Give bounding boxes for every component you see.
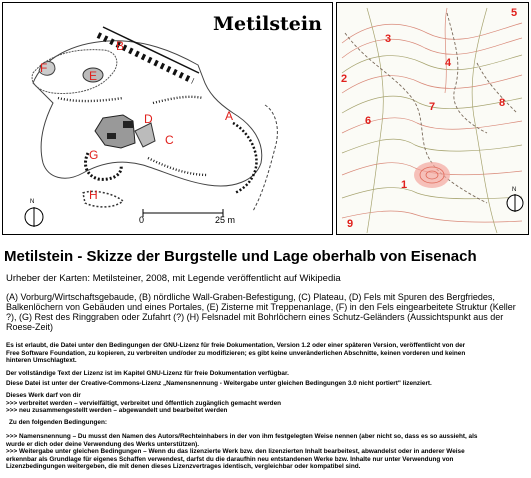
- north-label-left: N: [30, 199, 35, 205]
- gnu-full-text-note: Der vollständige Text der Lizenz ist im Kapitel GNU-Lizenz für freie Dokumentation verfügbar.: [6, 370, 289, 377]
- condition-line: Lizenzbedingungen weitergeben, die mit denen dieses Lizenzvertrages identisch, vergleichbar oder kompatibel sind.: [6, 463, 361, 471]
- map-label-h: H: [89, 188, 98, 202]
- castle-sketch-drawing: [3, 3, 333, 235]
- conditions-block: [6, 433, 528, 471]
- map-label-5: 5: [511, 7, 518, 19]
- sketch-building-d: [95, 115, 135, 148]
- condition-line: wurde er dich oder deine Verwendung des Werks unterstützen).: [6, 440, 200, 448]
- condition-line: >>> Weitergabe unter gleichen Bedingungen – Wenn du das lizenzierte Werk bzw. den lizenzierten Inhalt bearbeitest, abwandelst oder in anderer Weise: [6, 448, 465, 456]
- map-label-g: G: [89, 148, 99, 162]
- map-panels: [0, 0, 531, 238]
- document-heading: Metilstein - Skizze der Burgstelle und Lage oberhalb von Eisenach: [4, 248, 477, 265]
- map-label-2: 2: [341, 73, 348, 85]
- condition-line: erkennbar als Grundlage für eigenes Schaffen verwendest, darfst du die daraufhin neu entstandenen Werke bzw. Inhalte nur unter Verwendung von: [6, 455, 454, 463]
- map-label-7: 7: [429, 101, 436, 113]
- map-label-b: B: [116, 39, 125, 53]
- gnu-line: Free Software Foundation, zu kopieren, zu verbreiten und/oder zu modifizieren; es gibt keine unveränderlichen Abschnitte, keinen vorderen und keinen: [6, 349, 466, 357]
- map-title: Metilstein: [213, 13, 322, 35]
- map-label-4: 4: [445, 57, 452, 69]
- cc-license-note: Diese Datei ist unter der Creative-Commons-Lizenz „Namensnennung - Weitergabe unter gleichen Bedingungen 3.0 nicht portiert" lizenziert.: [6, 380, 432, 387]
- permissions-title: Dieses Werk darf von dir: [6, 392, 81, 399]
- map-credit: Urheber der Karten: Metilsteiner, 2008, mit Legende veröffentlicht auf Wikipedia: [6, 273, 341, 284]
- map-label-6: 6: [365, 115, 372, 127]
- map-label-f: F: [40, 61, 48, 75]
- scale-end-label: 25 m: [215, 215, 236, 225]
- map-label-d: D: [144, 112, 153, 126]
- scale-zero-label: 0: [139, 215, 145, 225]
- map-legend: (A) Vorburg/Wirtschaftsgebaude, (B) nördliche Wall-Graben-Befestigung, (C) Plateau, (D) Fels mit Spuren des Bergfriedes, Balkenlöchern von Gebäuden und eines Portales, (E) Zisterne mit Treppenanlage, (F) in den Fels eingearbeitete Struktur (Keller ?), (G) Rest des Ringgraben oder Zufahrt (?) (H) Felsnadel mit Bohrlöchern eines Schutz-Geländers (Aussichtspunkt aus der Roese-Zeit): [6, 292, 516, 332]
- condition-line: >>> Namensnennung – Du musst den Namen des Autors/Rechteinhabers in der von ihm festgelegten Weise nennen (aber nicht so, dass es so aussieht, als: [6, 433, 478, 440]
- map-label-3: 3: [385, 33, 392, 45]
- map-label-c: C: [165, 133, 174, 147]
- permissions-block: [6, 392, 528, 415]
- permission-item: >>> neu zusammengestellt werden – abgewandelt und bearbeitet werden: [6, 407, 228, 415]
- gnu-license-block: [6, 342, 528, 365]
- map-label-1: 1: [401, 179, 408, 191]
- conditions-title: Zu den folgenden Bedingungen:: [9, 419, 107, 426]
- north-label-right: N: [512, 187, 517, 193]
- map-label-8: 8: [499, 97, 506, 109]
- map-label-a: A: [225, 109, 234, 123]
- topo-castle-plateau: [414, 162, 450, 188]
- sketch-vorburg-a: [233, 123, 256, 193]
- gnu-line: Es ist erlaubt, die Datei unter den Bedingungen der GNU-Lizenz für freie Dokumentation, Version 1.2 oder einer späteren Version, veröffentlicht von der: [6, 342, 466, 349]
- castle-sketch-map: [2, 2, 333, 235]
- map-label-e: E: [89, 69, 98, 83]
- map-label-9: 9: [347, 218, 354, 230]
- permission-item: >>> verbreitet werden – vervielfältigt, verbreitet und öffentlich zugänglich gemacht werden: [6, 399, 282, 407]
- gnu-line: hinteren Umschlagtext.: [6, 357, 77, 365]
- topographic-map: [336, 2, 529, 235]
